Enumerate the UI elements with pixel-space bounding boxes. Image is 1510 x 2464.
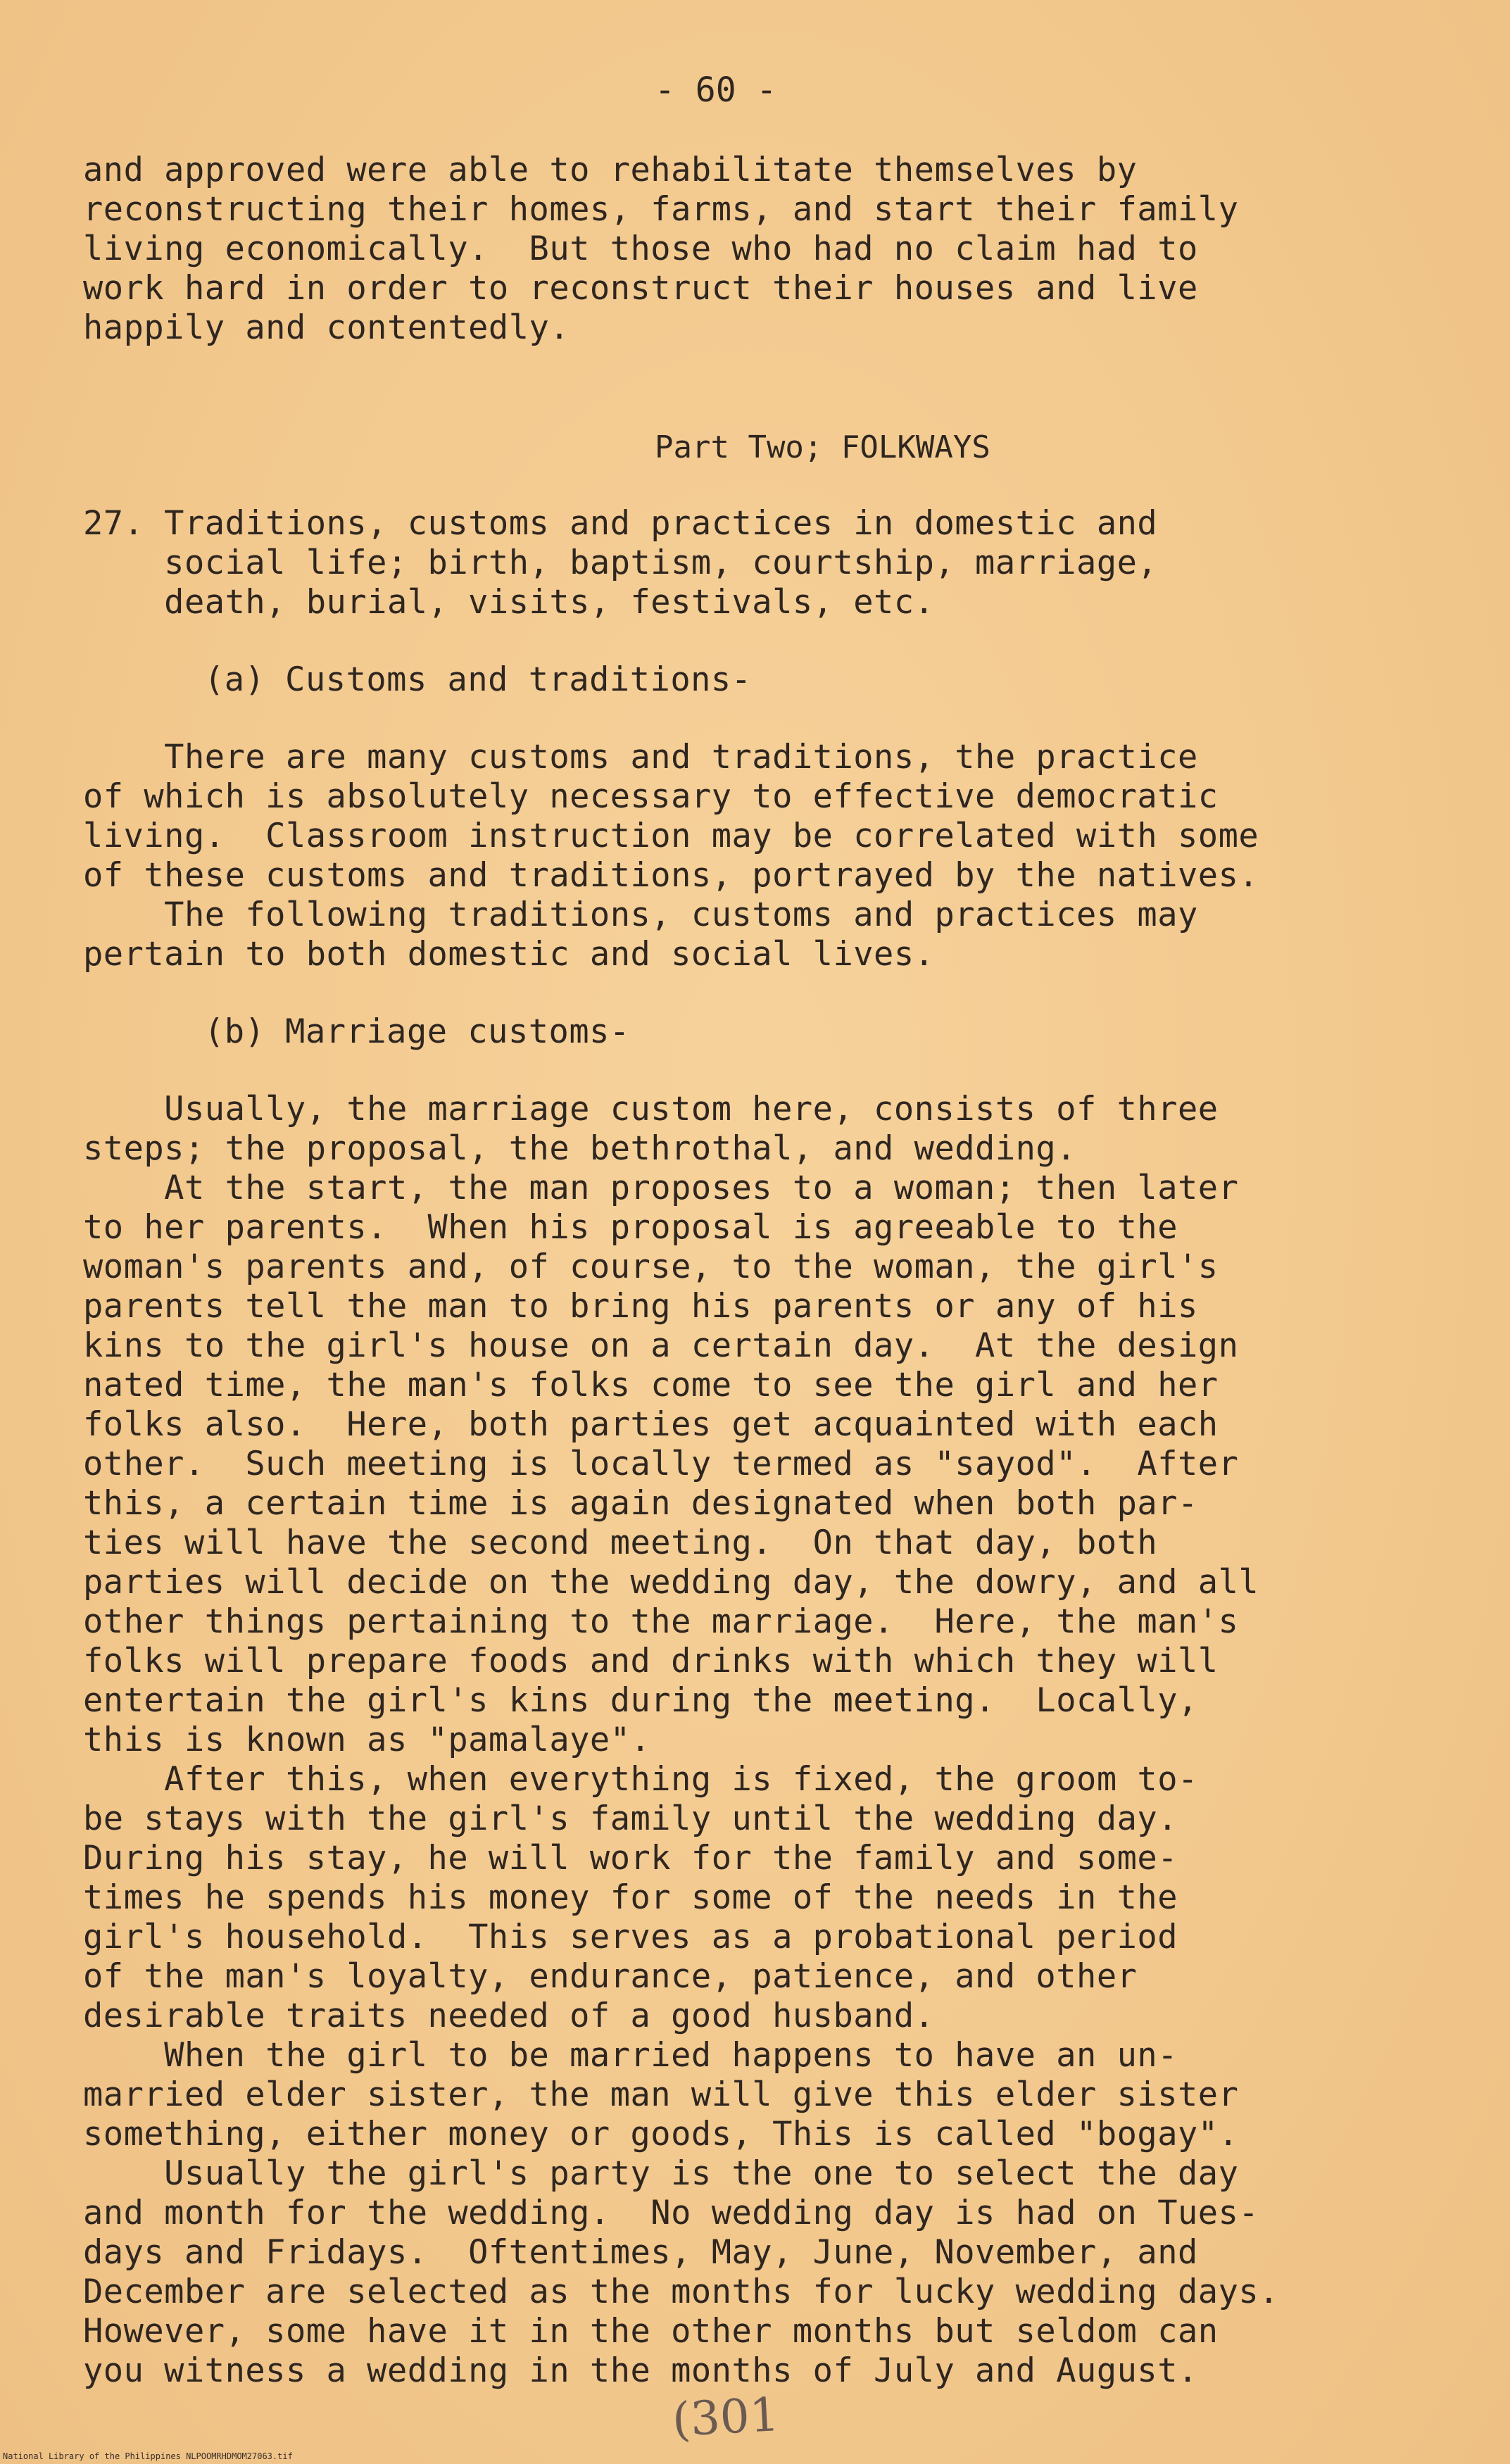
handwritten-page-number: (301	[671, 2387, 781, 2447]
text-line: you witness a wedding in the months of July and August.	[83, 2351, 1198, 2390]
text-line: folks also. Here, both parties get acquainted with each	[83, 1405, 1219, 1444]
text-line: After this, when everything is fixed, the groom to-	[83, 1760, 1198, 1799]
text-line: parties will decide on the wedding day, the dowry, and all	[83, 1563, 1259, 1602]
text-line: Usually, the marriage custom here, consists of three	[83, 1090, 1219, 1129]
item-27-line: death, burial, visits, festivals, etc.	[83, 583, 935, 622]
text-line: days and Fridays. Oftentimes, May, June, November, and	[83, 2233, 1198, 2272]
text-line: living economically. But those who had no claim had to	[83, 230, 1198, 268]
archive-footer: National Library of the Philippines NLPOOMRHDMOM27063.tif	[3, 2451, 293, 2461]
text-line: of which is absolutely necessary to effective democratic	[83, 777, 1219, 816]
text-line: living. Classroom instruction may be correlated with some	[83, 817, 1259, 855]
text-line: pertain to both domestic and social lives.	[83, 935, 935, 974]
text-line: and approved were able to rehabilitate themselves by	[83, 151, 1138, 189]
text-line: other things pertaining to the marriage. Here, the man's	[83, 1602, 1239, 1641]
text-line: December are selected as the months for lucky wedding days.	[83, 2273, 1279, 2311]
text-line: Usually the girl's party is the one to select the day	[83, 2154, 1239, 2193]
text-line: to her parents. When his proposal is agreeable to the	[83, 1208, 1178, 1247]
text-line: However, some have it in the other months but seldom can	[83, 2312, 1219, 2351]
text-line: nated time, the man's folks come to see the girl and her	[83, 1366, 1219, 1404]
text-line: this, a certain time is again designated when both par-	[83, 1484, 1198, 1523]
text-line: ties will have the second meeting. On that day, both	[83, 1523, 1158, 1562]
text-line: other. Such meeting is locally termed as "sayod". After	[83, 1445, 1239, 1483]
text-line: woman's parents and, of course, to the woman, the girl's	[83, 1247, 1219, 1286]
text-line: When the girl to be married happens to have an un-	[83, 2036, 1178, 2075]
text-line: During his stay, he will work for the family and some-	[83, 1839, 1178, 1878]
item-27-line: social life; birth, baptism, courtship, marriage,	[83, 543, 1158, 582]
subheading-b: (b) Marriage customs-	[204, 1012, 630, 1051]
text-line: desirable traits needed of a good husband.	[83, 1997, 935, 2035]
text-line: and month for the wedding. No wedding day is had on Tues-	[83, 2194, 1259, 2232]
text-line: At the start, the man proposes to a woman; then later	[83, 1169, 1239, 1207]
text-line: married elder sister, the man will give this elder sister	[83, 2075, 1239, 2114]
item-27-line: 27. Traditions, customs and practices in domestic and	[83, 504, 1158, 543]
text-line: folks will prepare foods and drinks with which they will	[83, 1642, 1219, 1680]
text-line: steps; the proposal, the bethrothal, and wedding.	[83, 1129, 1077, 1168]
text-line: entertain the girl's kins during the meeting. Locally,	[83, 1681, 1198, 1720]
text-line: reconstructing their homes, farms, and start their family	[83, 190, 1239, 229]
text-line: The following traditions, customs and practices may	[83, 895, 1198, 934]
part-heading: Part Two; FOLKWAYS	[655, 429, 990, 465]
text-line: this is known as "pamalaye".	[83, 1721, 651, 1759]
text-line: times he spends his money for some of the needs in the	[83, 1878, 1178, 1917]
text-line: work hard in order to reconstruct their houses and live	[83, 269, 1198, 308]
text-line: be stays with the girl's family until the wedding day.	[83, 1799, 1178, 1838]
text-line: of the man's loyalty, endurance, patience, and other	[83, 1957, 1138, 1996]
text-line: of these customs and traditions, portrayed by the natives.	[83, 856, 1259, 895]
text-line: girl's household. This serves as a probational period	[83, 1918, 1178, 1956]
page-number: - 60 -	[655, 70, 777, 110]
text-line: parents tell the man to bring his parents or any of his	[83, 1287, 1198, 1326]
subheading-a: (a) Customs and traditions-	[204, 660, 752, 699]
text-line: There are many customs and traditions, the practice	[83, 738, 1198, 777]
text-line: happily and contentedly.	[83, 308, 570, 347]
text-line: kins to the girl's house on a certain day. At the design	[83, 1326, 1239, 1365]
text-line: something, either money or goods, This is called "bogay".	[83, 2115, 1239, 2154]
